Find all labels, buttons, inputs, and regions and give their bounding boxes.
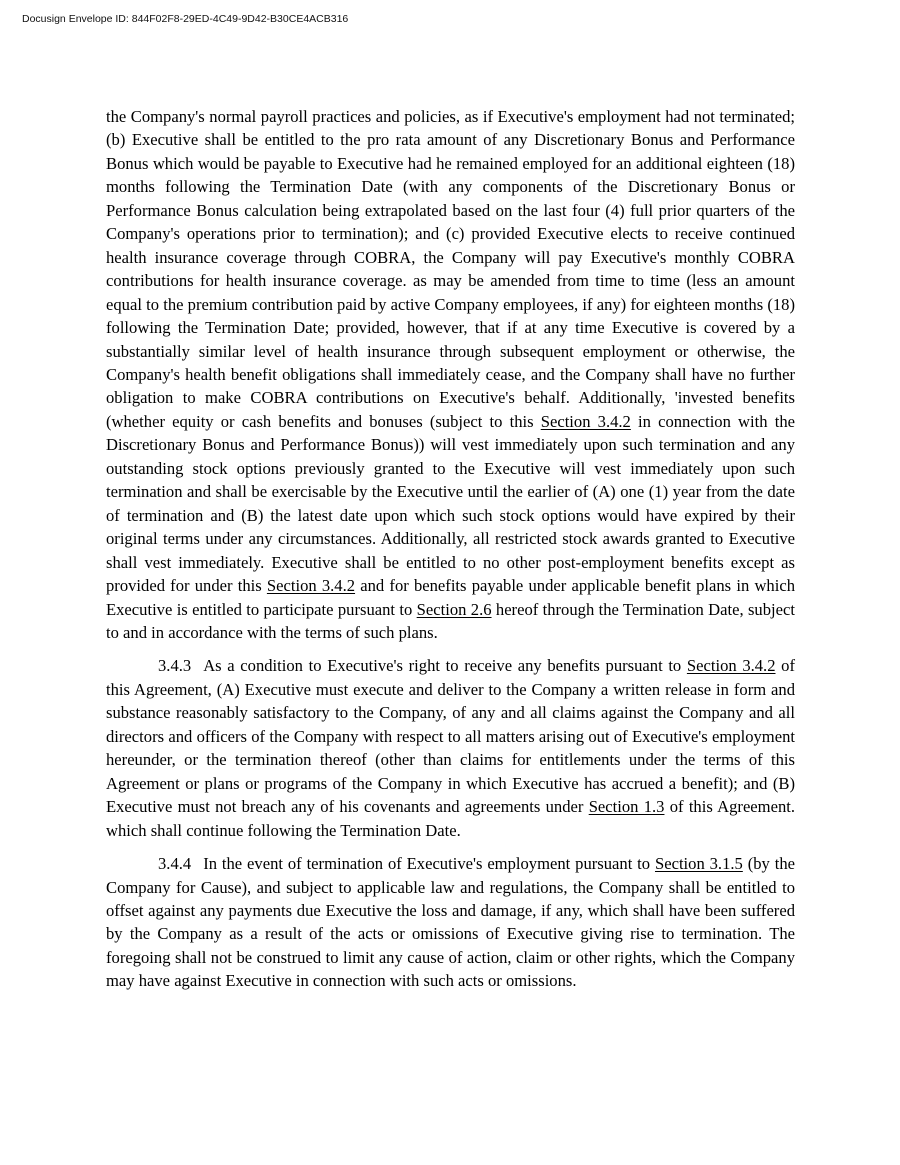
paragraph-text: In the event of termination of Executive's employment pursuant to: [203, 854, 651, 874]
paragraph-text: As a condition to Executive's right to receive any benefits pursuant to: [203, 656, 682, 676]
section-3-4-4-paragraph: [106, 852, 795, 993]
paragraph-text: hereof through the Termination Date, subject to and in accordance with the terms of such plans.: [106, 599, 795, 642]
paragraph-text: (by the Company for Cause), and subject to applicable law and regulations, the Company shall be entitled to offset against any payments due Executive the loss and damage, if any, which shall have been suffered by the Company as a result of the acts or omissions of Executive giving rise to termination. The foregoing shall not be construed to limit any cause of action, claim or other rights, which the Company may have against Executive in connection with such acts or omissions.: [106, 854, 795, 991]
section-number: 3.4.4: [158, 854, 192, 874]
paragraph-text: in connection with the Discretionary Bonus and Performance Bonus)) will vest immediately upon such termination and any outstanding stock options previously granted to the Executive will vest immediately upon such termination and shall be exercisable by the Executive until the earlier of (A) one (1) year from the date of termination and (B) the latest date upon which such stock options would have expired by their original terms under any circumstances. Additionally, all restricted stock awards granted to Executive shall vest immediately. Executive shall be entitled to no other post-employment benefits except as provided for under this: [106, 411, 795, 596]
paragraph-text: the Company's normal payroll practices and policies, as if Executive's employment had not terminated; (b) Executive shall be entitled to the pro rata amount of any Discretionary Bonus and Performance Bonus which would be payable to Executive had he remained employed for an additional eighteen (18) months following the Termination Date (with any components of the Discretionary Bonus or Performance Bonus calculation being extrapolated based on the last four (4) full prior quarters of the Company's operations prior to termination); and (c) provided Executive elects to receive continued health insurance coverage through COBRA, the Company will pay Executive's monthly COBRA contributions for health insurance coverage. as may be amended from time to time (less an amount equal to the premium contribution paid by active Company employees, if any) for eighteen months (18) following the Termination Date; provided, however, that if at any time Executive is covered by a substantially similar level of health insurance through subsequent employment or otherwise, the Company's health benefit obligations shall immediately cease, and the Company shall have no further obligation to make COBRA contributions on Executive's behalf. Additionally, 'invested benefits (whether equity or cash benefits and bonuses (subject to this: [106, 107, 795, 431]
paragraph-text: of this Agreement, (A) Executive must execute and deliver to the Company a written release in form and substance reasonably satisfactory to the Company, of any and all claims against the Company and all directors and officers of the Company with respect to all matters arising out of Executive's employment hereunder, or the termination thereof (other than claims for entitlements under the terms of this Agreement or plans or programs of the Company in which Executive has accrued a benefit); and (B) Executive must not breach any of his covenants and agreements under: [106, 656, 795, 817]
section-3-4-2-reference: Section 3.4.2: [686, 656, 776, 676]
paragraph-text: and for benefits payable under applicable benefit plans in which Executive is entitled to participate pursuant to: [106, 576, 795, 619]
section-3-4-2-reference: Section 3.4.2: [266, 576, 356, 596]
paragraph-text: of this Agreement. which shall continue following the Termination Date.: [106, 797, 795, 840]
section-number: 3.4.3: [158, 656, 192, 676]
section-1-3-reference: Section 1.3: [588, 797, 665, 817]
section-2-6-reference: Section 2.6: [416, 599, 492, 619]
envelope-id-header: Docusign Envelope ID: 844F02F8-29ED-4C49-9D42-B30CE4ACB316: [22, 13, 349, 25]
section-3-1-5-reference: Section 3.1.5: [654, 854, 743, 874]
document-body: [106, 105, 795, 1003]
section-3-4-2-reference: Section 3.4.2: [540, 411, 631, 431]
section-3-4-3-paragraph: [106, 654, 795, 842]
continuation-paragraph: [106, 105, 795, 644]
